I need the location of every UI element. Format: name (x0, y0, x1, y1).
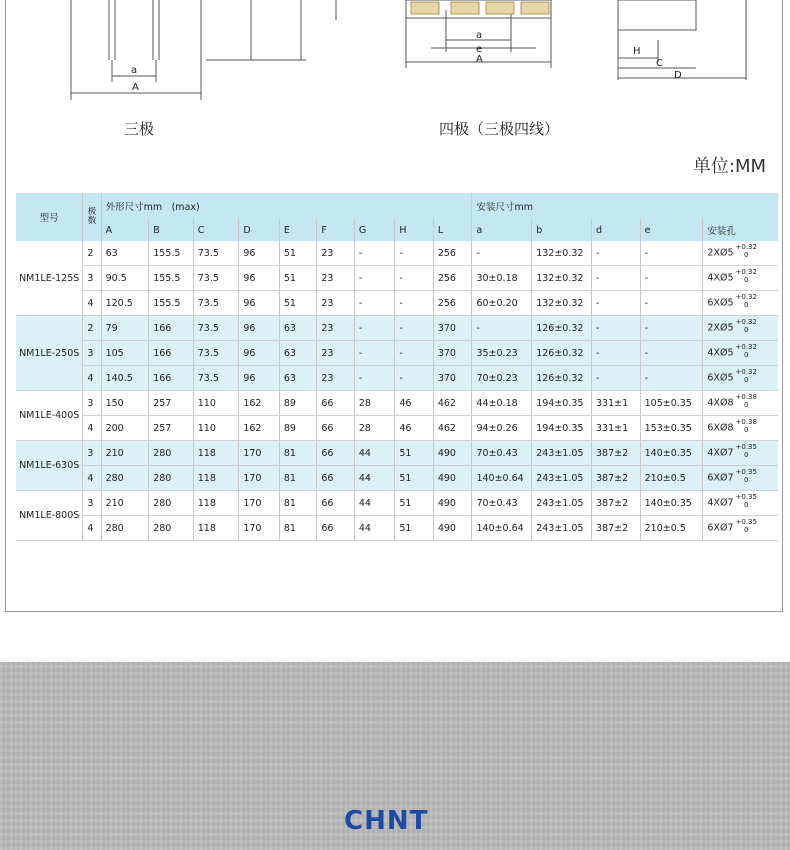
dim-D: D (674, 70, 682, 81)
outline-cell: 63 (279, 341, 316, 366)
hole-tolerance (736, 293, 757, 309)
dim-H: H (633, 46, 641, 57)
hole-tolerance (736, 243, 757, 259)
model-cell: NM1LE-125S (16, 241, 83, 316)
dim-A-4p: A (476, 54, 483, 65)
table-header-row (16, 193, 778, 219)
poles-cell: 3 (83, 391, 101, 416)
outline-cell: 23 (317, 291, 354, 316)
table-row (16, 516, 778, 541)
mount-cell: 331±1 (591, 391, 640, 416)
spec-panel (5, 0, 783, 612)
hole-spec: 6XØ7 (707, 522, 734, 534)
outline-cell: 63 (279, 316, 316, 341)
mount-cell: 194±0.35 (532, 391, 592, 416)
table-row (16, 316, 778, 341)
mount-cell: 140±0.64 (472, 516, 532, 541)
mount-cell: 243±1.05 (532, 466, 592, 491)
hole-cell (703, 366, 778, 391)
outline-cell: 28 (354, 416, 395, 441)
mount-cell: 70±0.43 (472, 441, 532, 466)
dim-A-3p: A (132, 82, 139, 93)
mount-cell: 243±1.05 (532, 441, 592, 466)
dimension-table (16, 193, 778, 541)
outline-cell: - (354, 341, 395, 366)
tol-upper: +0.32 (735, 293, 757, 301)
outline-cell: 170 (239, 516, 280, 541)
outline-cell: 51 (395, 441, 433, 466)
outline-cell: 105 (101, 341, 149, 366)
poles-cell: 4 (83, 516, 101, 541)
outline-cell: 63 (279, 366, 316, 391)
tol-lower: 0 (743, 426, 749, 434)
outline-cell: 170 (239, 491, 280, 516)
outline-cell: 96 (239, 366, 280, 391)
mount-cell: 243±1.05 (532, 491, 592, 516)
mount-cell: 132±0.32 (532, 241, 592, 266)
mount-cell: - (640, 241, 703, 266)
outline-cell: 118 (193, 466, 239, 491)
outline-cell: 370 (433, 341, 472, 366)
outline-cell: 155.5 (149, 241, 194, 266)
outline-cell: 51 (395, 516, 433, 541)
outline-cell: 166 (149, 316, 194, 341)
hole-tolerance (736, 268, 757, 284)
outline-cell: 118 (193, 441, 239, 466)
tol-upper: +0.35 (735, 468, 757, 476)
header-col-D: D (239, 219, 280, 241)
outline-cell: 155.5 (149, 291, 194, 316)
outline-cell: 73.5 (193, 241, 239, 266)
poles-cell: 4 (83, 466, 101, 491)
outline-cell: 257 (149, 416, 194, 441)
mount-cell: - (472, 316, 532, 341)
table-row (16, 441, 778, 466)
hole-cell (703, 516, 778, 541)
outline-cell: 155.5 (149, 266, 194, 291)
mount-cell: - (640, 266, 703, 291)
table-row (16, 366, 778, 391)
outline-cell: 110 (193, 391, 239, 416)
mount-cell: 153±0.35 (640, 416, 703, 441)
mount-cell: 126±0.32 (532, 366, 592, 391)
header-col-E: E (279, 219, 316, 241)
tol-upper: +0.35 (735, 443, 757, 451)
dim-a-4p: a (476, 30, 483, 41)
tol-lower: 0 (743, 326, 749, 334)
mount-cell: - (640, 291, 703, 316)
hole-cell (703, 391, 778, 416)
header-col-F: F (317, 219, 354, 241)
tol-upper: +0.32 (735, 318, 757, 326)
mount-cell: - (591, 241, 640, 266)
mount-cell: 94±0.26 (472, 416, 532, 441)
outline-cell: - (395, 291, 433, 316)
table-row (16, 391, 778, 416)
dim-e-4p: e (476, 44, 483, 55)
outline-cell: 73.5 (193, 291, 239, 316)
header-col-G: G (354, 219, 395, 241)
hole-tolerance (736, 418, 757, 434)
mount-cell: 60±0.20 (472, 291, 532, 316)
hole-tolerance (736, 443, 757, 459)
outline-cell: - (354, 266, 395, 291)
outline-cell: 23 (317, 366, 354, 391)
outline-cell: 96 (239, 241, 280, 266)
outline-cell: 280 (149, 466, 194, 491)
tol-lower: 0 (743, 351, 749, 359)
outline-cell: - (395, 341, 433, 366)
outline-cell: 96 (239, 291, 280, 316)
hole-cell (703, 316, 778, 341)
table-row (16, 341, 778, 366)
tol-upper: +0.32 (735, 368, 757, 376)
table-row (16, 416, 778, 441)
mount-cell: 44±0.18 (472, 391, 532, 416)
tol-upper: +0.35 (735, 518, 757, 526)
model-cell: NM1LE-250S (16, 316, 83, 391)
outline-cell: 23 (317, 266, 354, 291)
mount-cell: - (472, 241, 532, 266)
outline-cell: 210 (101, 441, 149, 466)
outline-cell: 140.5 (101, 366, 149, 391)
model-cell: NM1LE-400S (16, 391, 83, 441)
header-mount-col-0: a (472, 219, 532, 241)
outline-cell: 462 (433, 391, 472, 416)
outline-cell: 162 (239, 391, 280, 416)
caption-four-pole: 四极（三极四线） (439, 120, 560, 138)
tol-lower: 0 (743, 276, 749, 284)
poles-cell: 4 (83, 366, 101, 391)
mount-cell: - (591, 291, 640, 316)
header-col-B: B (149, 219, 194, 241)
outline-cell: 490 (433, 441, 472, 466)
hole-spec: 6XØ5 (707, 297, 734, 309)
header-col-L: L (433, 219, 472, 241)
outline-cell: 280 (149, 441, 194, 466)
hole-cell (703, 416, 778, 441)
poles-cell: 3 (83, 491, 101, 516)
outline-cell: 79 (101, 316, 149, 341)
outline-cell: 51 (279, 241, 316, 266)
poles-cell: 2 (83, 241, 101, 266)
outline-cell: 280 (149, 491, 194, 516)
outline-cell: 166 (149, 341, 194, 366)
outline-cell: 23 (317, 241, 354, 266)
table-row (16, 491, 778, 516)
outline-cell: 63 (101, 241, 149, 266)
mount-cell: 140±0.35 (640, 491, 703, 516)
hole-cell (703, 241, 778, 266)
header-model: 型号 (16, 193, 83, 241)
hole-spec: 2XØ5 (707, 247, 734, 259)
outline-cell: 81 (279, 466, 316, 491)
outline-cell: 66 (317, 516, 354, 541)
outline-cell: 90.5 (101, 266, 149, 291)
mount-cell: 132±0.32 (532, 266, 592, 291)
outline-cell: 490 (433, 516, 472, 541)
outline-cell: 490 (433, 491, 472, 516)
mount-cell: - (640, 316, 703, 341)
dimension-drawings (6, 0, 784, 140)
poles-cell: 3 (83, 266, 101, 291)
outline-cell: 150 (101, 391, 149, 416)
poles-cell: 3 (83, 441, 101, 466)
outline-cell: 73.5 (193, 341, 239, 366)
tol-upper: +0.32 (735, 268, 757, 276)
mount-cell: - (640, 366, 703, 391)
chnt-logo: CHNT (344, 806, 429, 836)
outline-cell: 44 (354, 516, 395, 541)
outline-cell: 256 (433, 291, 472, 316)
outline-cell: 23 (317, 316, 354, 341)
mount-cell: 70±0.43 (472, 491, 532, 516)
header-poles (83, 193, 101, 241)
mount-cell: 210±0.5 (640, 466, 703, 491)
mount-cell: - (591, 366, 640, 391)
hole-tolerance (736, 368, 757, 384)
outline-cell: - (395, 241, 433, 266)
outline-cell: 51 (279, 266, 316, 291)
hole-spec: 4XØ8 (707, 397, 734, 409)
hole-spec: 2XØ5 (707, 322, 734, 334)
outline-cell: 280 (101, 466, 149, 491)
hole-cell (703, 491, 778, 516)
hole-spec: 6XØ7 (707, 472, 734, 484)
outline-cell: 256 (433, 266, 472, 291)
poles-cell: 4 (83, 416, 101, 441)
outline-cell: - (395, 366, 433, 391)
mount-cell: 140±0.64 (472, 466, 532, 491)
outline-cell: 96 (239, 316, 280, 341)
table-subheader-row (16, 219, 778, 241)
unit-label: 单位:MM (692, 156, 766, 177)
outline-cell: 51 (395, 466, 433, 491)
header-col-A: A (101, 219, 149, 241)
model-cell: NM1LE-630S (16, 441, 83, 491)
hole-tolerance (736, 468, 757, 484)
mount-cell: - (591, 341, 640, 366)
outline-cell: - (395, 316, 433, 341)
outline-cell: 44 (354, 491, 395, 516)
outline-cell: 66 (317, 441, 354, 466)
outline-cell: 28 (354, 391, 395, 416)
hole-spec: 4XØ5 (707, 347, 734, 359)
model-cell: NM1LE-800S (16, 491, 83, 541)
hole-tolerance (736, 318, 757, 334)
outline-cell: 66 (317, 491, 354, 516)
hole-spec: 6XØ8 (707, 422, 734, 434)
outline-cell: 89 (279, 416, 316, 441)
outline-cell: 66 (317, 391, 354, 416)
tol-upper: +0.32 (735, 343, 757, 351)
outline-cell: - (354, 291, 395, 316)
tol-lower: 0 (743, 376, 749, 384)
mount-cell: 105±0.35 (640, 391, 703, 416)
hole-cell (703, 291, 778, 316)
outline-cell: 170 (239, 441, 280, 466)
hole-tolerance (736, 393, 757, 409)
outline-cell: 81 (279, 491, 316, 516)
outline-cell: 46 (395, 391, 433, 416)
outline-cell: 81 (279, 516, 316, 541)
mount-cell: 70±0.23 (472, 366, 532, 391)
header-mount-col-2: d (591, 219, 640, 241)
dim-a-3p: a (131, 65, 138, 76)
tol-lower: 0 (743, 451, 749, 459)
dim-C: C (656, 58, 663, 69)
outline-cell: 73.5 (193, 266, 239, 291)
poles-cell: 4 (83, 291, 101, 316)
outline-cell: 46 (395, 416, 433, 441)
outline-cell: 200 (101, 416, 149, 441)
tol-upper: +0.32 (735, 243, 757, 251)
hole-spec: 4XØ7 (707, 497, 734, 509)
outline-cell: 490 (433, 466, 472, 491)
table-row (16, 241, 778, 266)
outline-cell: 44 (354, 441, 395, 466)
hole-spec: 4XØ7 (707, 447, 734, 459)
mount-cell: 387±2 (591, 466, 640, 491)
mount-cell: 210±0.5 (640, 516, 703, 541)
tol-lower: 0 (743, 301, 749, 309)
mount-cell: 35±0.23 (472, 341, 532, 366)
outline-cell: 162 (239, 416, 280, 441)
mount-cell: 132±0.32 (532, 291, 592, 316)
outline-cell: 370 (433, 366, 472, 391)
hole-cell (703, 266, 778, 291)
outline-cell: 51 (395, 491, 433, 516)
outline-cell: - (354, 316, 395, 341)
hole-cell (703, 441, 778, 466)
outline-cell: 370 (433, 316, 472, 341)
tol-lower: 0 (743, 476, 749, 484)
poles-cell: 2 (83, 316, 101, 341)
outline-cell: 89 (279, 391, 316, 416)
outline-cell: 51 (279, 291, 316, 316)
outline-cell: 280 (101, 516, 149, 541)
tol-upper: +0.38 (735, 418, 757, 426)
outline-cell: 66 (317, 416, 354, 441)
mount-cell: 140±0.35 (640, 441, 703, 466)
outline-cell: 210 (101, 491, 149, 516)
caption-three-pole: 三极 (124, 120, 155, 138)
outline-cell: 118 (193, 516, 239, 541)
mount-cell: 331±1 (591, 416, 640, 441)
hole-cell (703, 466, 778, 491)
outline-cell: 96 (239, 341, 280, 366)
outline-cell: - (354, 366, 395, 391)
outline-cell: 170 (239, 466, 280, 491)
header-poles-text: 极数 (87, 207, 97, 226)
outline-cell: 81 (279, 441, 316, 466)
hole-cell (703, 341, 778, 366)
tol-lower: 0 (743, 251, 749, 259)
outline-cell: 120.5 (101, 291, 149, 316)
mount-cell: - (591, 316, 640, 341)
outline-cell: 66 (317, 466, 354, 491)
outline-cell: 257 (149, 391, 194, 416)
outline-cell: 118 (193, 491, 239, 516)
table-row (16, 266, 778, 291)
mount-cell: - (591, 266, 640, 291)
tol-upper: +0.35 (735, 493, 757, 501)
mount-cell: 194±0.35 (532, 416, 592, 441)
tol-lower: 0 (743, 526, 749, 534)
mount-cell: 126±0.32 (532, 316, 592, 341)
tol-lower: 0 (743, 501, 749, 509)
mount-cell: - (640, 341, 703, 366)
tol-upper: +0.38 (735, 393, 757, 401)
table-row (16, 466, 778, 491)
header-mount-col-3: e (640, 219, 703, 241)
outline-cell: 44 (354, 466, 395, 491)
outline-cell: 73.5 (193, 366, 239, 391)
header-mount-group: 安装尺寸mm (472, 193, 778, 219)
table-row (16, 291, 778, 316)
outline-cell: - (354, 241, 395, 266)
outline-cell: 96 (239, 266, 280, 291)
hole-tolerance (736, 518, 757, 534)
mount-cell: 126±0.32 (532, 341, 592, 366)
outline-cell: 110 (193, 416, 239, 441)
hole-spec: 4XØ5 (707, 272, 734, 284)
mount-cell: 387±2 (591, 441, 640, 466)
mount-cell: 243±1.05 (532, 516, 592, 541)
header-outline-group: 外形尺寸mm (max) (101, 193, 472, 219)
header-col-C: C (193, 219, 239, 241)
mount-cell: 30±0.18 (472, 266, 532, 291)
outline-cell: 280 (149, 516, 194, 541)
poles-cell: 3 (83, 341, 101, 366)
header-mount-col-1: b (532, 219, 592, 241)
outline-cell: 23 (317, 341, 354, 366)
header-col-H: H (395, 219, 433, 241)
tol-lower: 0 (743, 401, 749, 409)
hole-spec: 6XØ5 (707, 372, 734, 384)
mount-cell: 387±2 (591, 491, 640, 516)
outline-cell: 256 (433, 241, 472, 266)
outline-cell: - (395, 266, 433, 291)
outline-cell: 73.5 (193, 316, 239, 341)
header-mount-col-4: 安装孔 (703, 219, 778, 241)
outline-cell: 462 (433, 416, 472, 441)
hole-tolerance (736, 343, 757, 359)
mount-cell: 387±2 (591, 516, 640, 541)
hole-tolerance (736, 493, 757, 509)
outline-cell: 166 (149, 366, 194, 391)
